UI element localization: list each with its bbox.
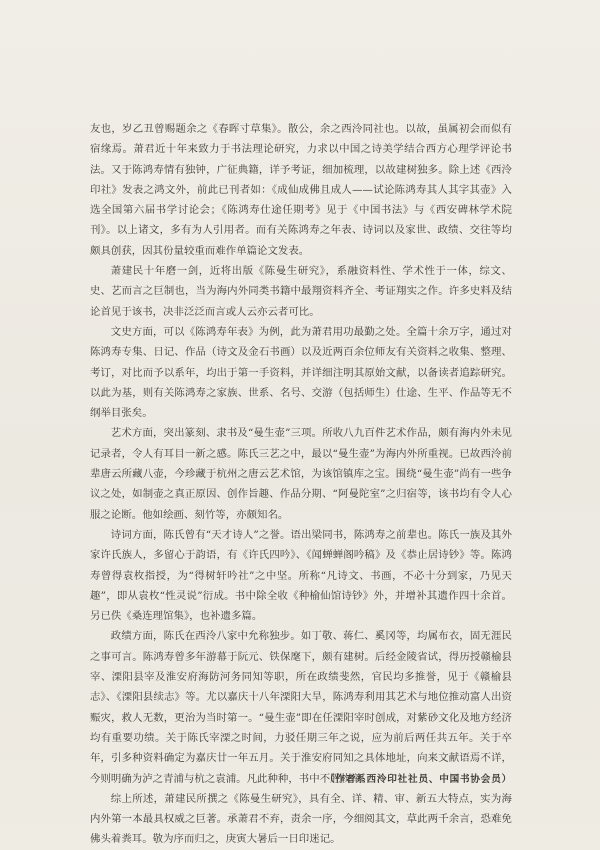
paragraph-5: 诗词方面，陈氏曾有“天才诗人”之誉。语出梁同书，陈鸿寿之前辈也。陈氏一族及其外家许氏族人，多留心于韵语，有《许氏四吟》、《闻蝉蝉阁吟稿》及《恭止居诗钞》等。陈鸿寿曾得袁枚指授，为“得树轩吟社”之中坚。所称“凡诗文、书画，不必十分到家，乃见天趣”，即从袁枚“性灵说”衍成。书中除全收《种榆仙馆诗钞》外，并增补其遗作四十余首。另已佚《桑连理馆集》，也补遗多篇。 bbox=[90, 528, 512, 623]
paragraph-2: 萧建民十年磨一剑，近将出版《陈曼生研究》，系融资料性、学术性于一体，综文、史、艺而言之巨制也，当为海内外同类书籍中最翔资料齐全、考证翔实之作。许多史料及结论首见于该书，决非泛泛而言或人云亦云者可比。 bbox=[90, 265, 512, 318]
paragraph-3: 文史方面，可以《陈鸿寿年表》为例，此为萧君用功最勤之处。全篇十余万字，通过对陈鸿寿专集、日记、作品（诗文及金石书画）以及近两百余位师友有关资料之收集、整理、考订，对比而予以系年，均出于第一手资料，并详细注明其原始文献，以备读者追踪研究。以此为基，则有关陈鸿寿之家族、世系、名号、交游（包括师生）仕途、生平、作品等无不纲举目张矣。 bbox=[90, 325, 512, 420]
author-note: （作者系西泠印社社员、中国书协会员） bbox=[324, 774, 512, 785]
paragraph-7: 综上所述，萧建民所撰之《陈曼生研究》，具有全、详、精、审、新五大特点，实为海内外第一本最具权威之巨著。承萧君不弃，责余一序，今细阅其文，草此两千余言，恐难免佛头着粪耳。敬为序而归之，庚寅大暑后一日印迷记。 bbox=[90, 792, 512, 846]
paragraph-4: 艺术方面，突出篆刻、隶书及“曼生壶”三项。所收八九百件艺术作品，颇有海内外未见记录者，令人有耳目一新之感。陈氏三艺之中，最以“曼生壶”为海内外所重视。已故西泠前辈唐云所藏八壶，今珍藏于杭州之唐云艺术馆，为该馆镇库之宝。围绕“曼生壶”尚有一些争议之处，如制壶之真正原因、创作旨趣、作品分期、“阿曼陀室”之归宿等，该书均有令人心服之论断。他如绘画、刻竹等，亦颇知名。 bbox=[90, 427, 512, 521]
paragraph-6: 政绩方面，陈氏在西泠八家中允称独步。如丁敬、蒋仁、奚冈等，均属布衣，固无涯民之事可言。陈鸿寿曾多年游幕于阮元、铁保麾下，颇有建树。后经金陵省试，得历授赣榆县宰、溧阳县宰及淮安府海防河务同知等职，所在政绩斐然，官民均多推誉，见于《赣榆县志》、《溧阳县续志》等。尤以嘉庆十八年溧阳大旱，陈鸿寿利用其艺术与地位推动富人出资赈灾，救人无数，更治为当时第一。“曼生壶”即在任溧阳宰时创成，对紫砂文化及地方经济均有重要功绩。关于陈氏宰溧之时间，力驳任期三年之说，应为前后两任共五年。关于卒年，引多种资料确定为嘉庆廿一年五月。关于淮安府同知之具体地址，向来文献语焉不详，今则明确为泸之青浦与杭之袁浦。凡此种种，书中不胜枚举。 bbox=[90, 630, 512, 785]
body-text bbox=[90, 119, 512, 850]
paragraph-1: 友也，岁乙丑曾赐题余之《春晖寸草集》。散公，余之西泠同社也。以故，虽属初会而似有宿缘焉。萧君近十年来致力于书法理论研究，力求以中国之诗美学结合西方心理学评论书法。又于陈鸿寿情有独钟，广征典籍，详予考证，细加梳理，以故建树独多。除上述《西泠印社》发表之鸿文外，前此已刊者如：《成仙成佛且成人——试论陈鸿寿其人其字其壶》入选全国第六届书学讨论会；《陈鸿寿仕途任期考》见于《中国书法》与《西安碑林学术院刊》。以上诸文，多有为人引用者。而有关陈鸿寿之年表、诗词以及家世、政绩、交往等均颇具创获，因其份量较重而难作单篇论文发表。 bbox=[90, 123, 512, 257]
